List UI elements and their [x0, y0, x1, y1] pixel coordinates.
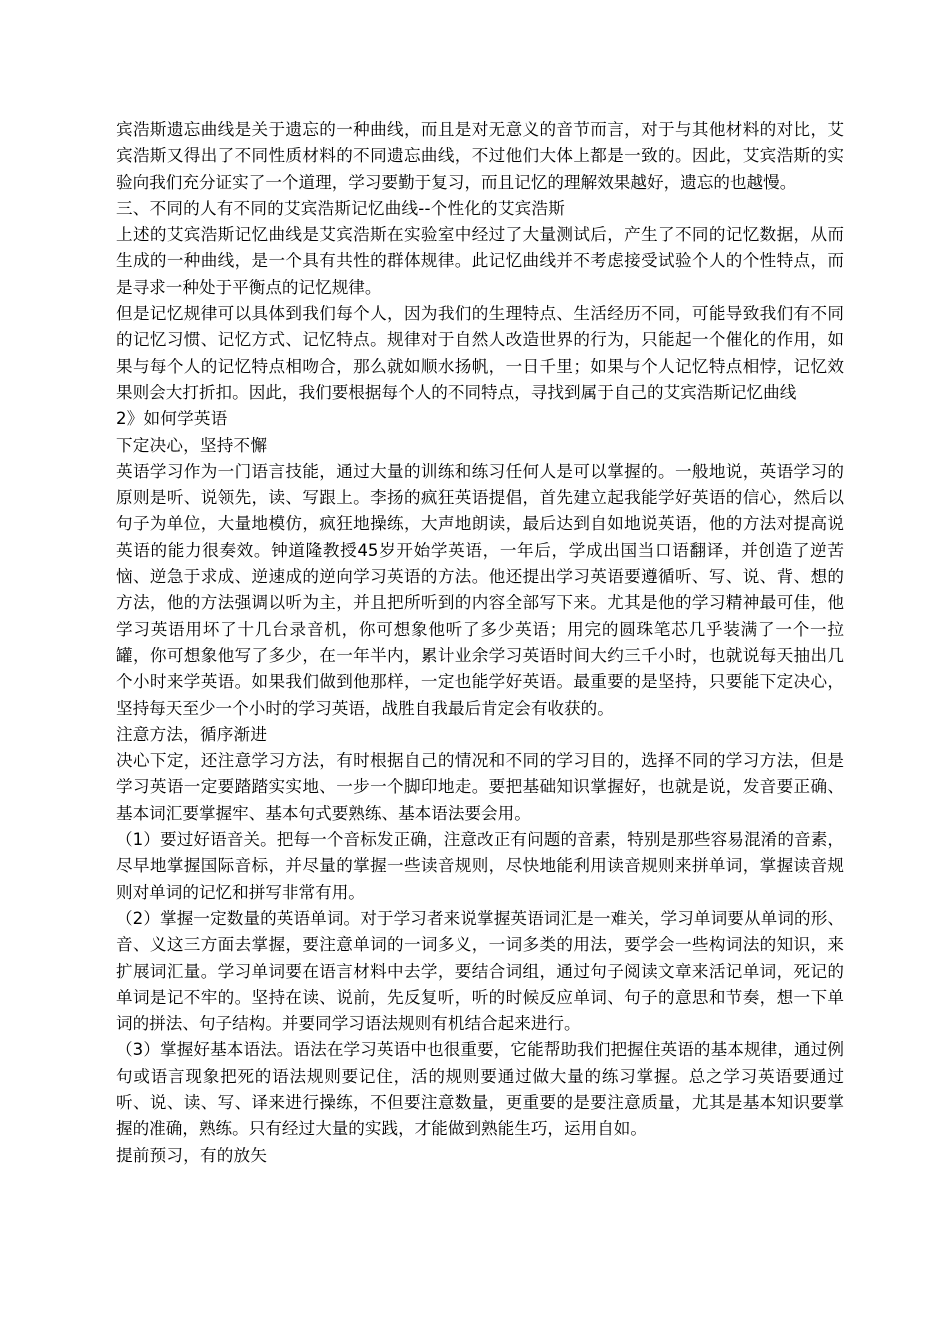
subheading-determination: 下定决心，坚持不懈: [116, 435, 268, 455]
subheading-method: 注意方法，循序渐进: [116, 724, 268, 744]
document-body: [116, 117, 844, 1169]
paragraph-vocabulary: （2）掌握一定数量的英语单词。对于学习者来说掌握英语词汇是一难关，学习单词要从单词的形、音、义这三方面去掌握，要注意单词的一词多义，一词多类的用法，要学会一些构词法的知识，来扩展词汇量。学习单词要在语言材料中去学，要结合词组，通过句子阅读文章来活记单词，死记的单词是记不牢的。坚持在读、说前，先反复听，听的时候反应单词、句子的意思和节奏，想一下单词的拼法、句子结构。并要同学习语法规则有机结合起来进行。: [116, 908, 844, 1034]
section-heading-personalized-curve: 三、不同的人有不同的艾宾浩斯记忆曲线--个性化的艾宾浩斯: [116, 198, 566, 218]
paragraph-grammar: （3）掌握好基本语法。语法在学习英语中也很重要，它能帮助我们把握住英语的基本规律，通过例句或语言现象把死的语法规则要记住，活的规则要通过做大量的练习掌握。总之学习英语要通过听、说、读、写、译来进行操练，不但要注意数量，更重要的是要注意质量，尤其是基本知识要掌握的准确，熟练。只有经过大量的实践，才能做到熟能生巧，运用自如。: [116, 1040, 844, 1139]
paragraph-ebbinghaus-intro: 宾浩斯遗忘曲线是关于遗忘的一种曲线，而且是对无意义的音节而言，对于与其他材料的对比，艾宾浩斯又得出了不同性质材料的不同遗忘曲线，不过他们大体上都是一致的。因此，艾宾浩斯的实验向我们充分证实了一个道理，学习要勤于复习，而且记忆的理解效果越好，遗忘的也越慢。: [116, 120, 844, 192]
paragraph-method: 决心下定，还注意学习方法，有时根据自己的情况和不同的学习目的，选择不同的学习方法，但是学习英语一定要踏踏实实地、一步一个脚印地走。要把基础知识掌握好，也就是说，发音要正确、基本词汇要掌握牢、基本句式要熟练、基本语法要会用。: [116, 751, 844, 823]
paragraph-memory-individual: 但是记忆规律可以具体到我们每个人，因为我们的生理特点、生活经历不同，可能导致我们有不同的记忆习惯、记忆方式、记忆特点。规律对于自然人改造世界的行为，只能起一个催化的作用，如果与每个人的记忆特点相吻合，那么就如顺水扬帆，一日千里；如果与个人记忆特点相悖，记忆效果则会大打折扣。因此，我们要根据每个人的不同特点，寻找到属于自己的艾宾浩斯记忆曲线: [116, 304, 844, 402]
paragraph-curve-description: 上述的艾宾浩斯记忆曲线是艾宾浩斯在实验室中经过了大量测试后，产生了不同的记忆数据，从而生成的一种曲线，是一个具有共性的群体规律。此记忆曲线并不考虑接受试验个人的个性特点，而是寻求一种处于平衡点的记忆规律。: [116, 225, 844, 297]
section-heading-how-to-learn-english: 2》如何学英语: [116, 409, 228, 429]
paragraph-determination: 英语学习作为一门语言技能，通过大量的训练和练习任何人是可以掌握的。一般地说，英语学习的原则是听、说领先，读、写跟上。李扬的疯狂英语提倡，首先建立起我能学好英语的信心，然后以句子为单位，大量地模仿，疯狂地操练，大声地朗读，最后达到自如地说英语，他的方法对提高说英语的能力很奏效。钟道隆教授45岁开始学英语，一年后，学成出国当口语翻译，并创造了逆苦恼、逆急于求成、逆速成的逆向学习英语的方法。他还提出学习英语要遵循听、写、说、背、想的方法，他的方法强调以听为主，并且把所听到的内容全部写下来。尤其是他的学习精神最可佳，他学习英语用坏了十几台录音机，你可想象他听了多少英语；用完的圆珠笔芯几乎装满了一个一拉罐，你可想象他写了多少，在一年半内，累计业余学习英语时间大约三千小时，也就说每天抽出几个小时来学英语。如果我们做到他那样，一定也能学好英语。最重要的是坚持，只要能下定决心，坚持每天至少一个小时的学习英语，战胜自我最后肯定会有收获的。: [116, 461, 844, 718]
paragraph-pronunciation: （1）要过好语音关。把每一个音标发正确，注意改正有问题的音素，特别是那些容易混淆的音素，尽早地掌握国际音标，并尽量的掌握一些读音规则，尽快地能利用读音规则来拼单词，掌握读音规则对单词的记忆和拼写非常有用。: [116, 830, 844, 902]
subheading-preview: 提前预习，有的放矢: [116, 1145, 268, 1165]
